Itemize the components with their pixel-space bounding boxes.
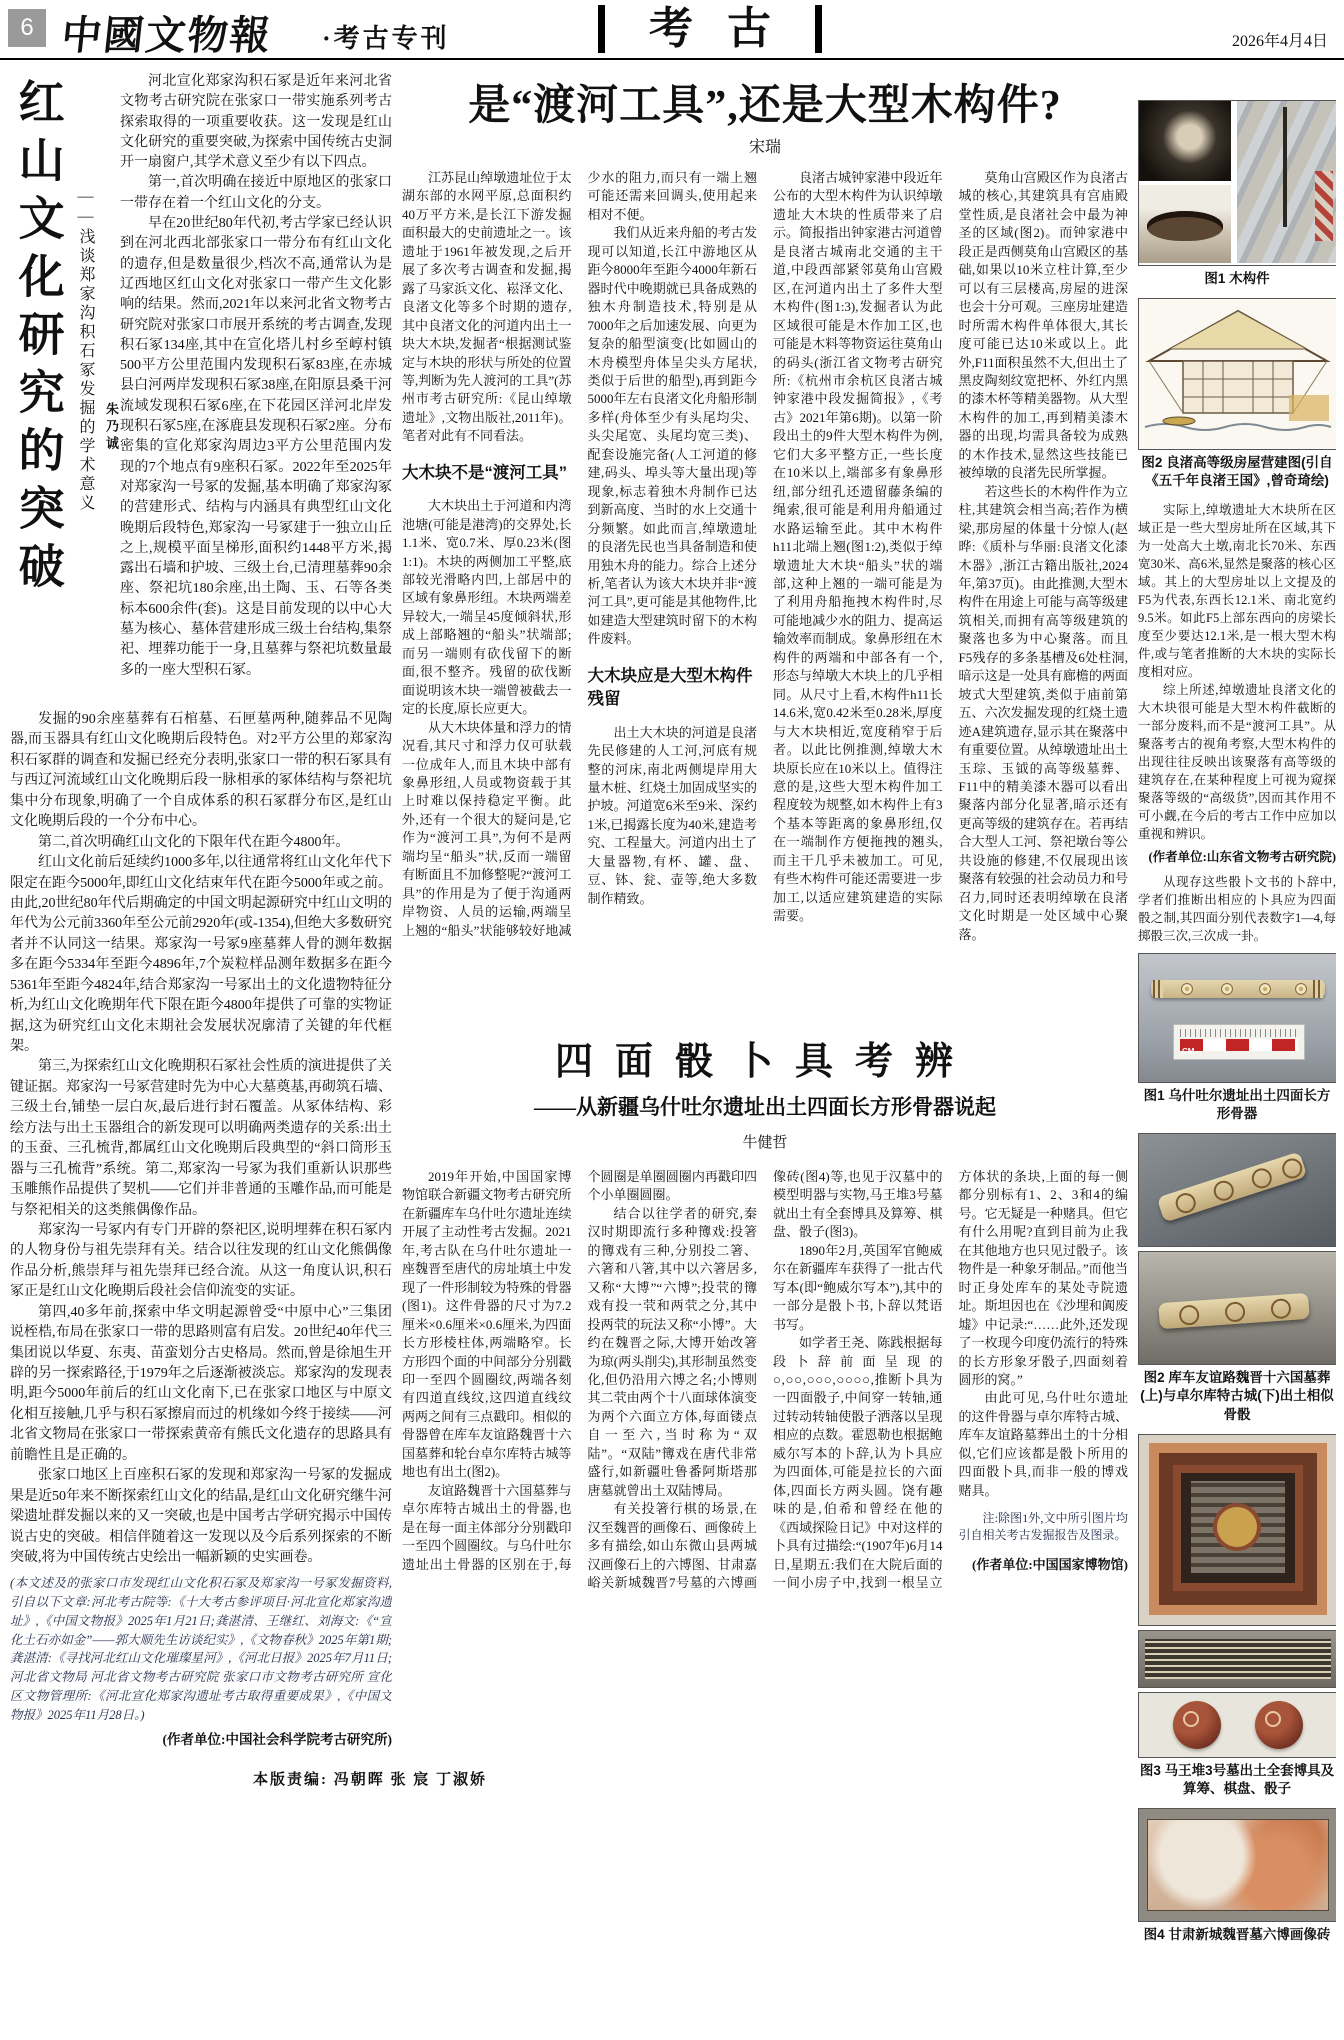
paragraph: 结合以往学者的研究,秦汉时期即流行多种簙戏:投箸的簙戏有三种,分别投二箸、六箸和八箸,其中以六箸居多,又称“大博”“六博”;投茕的簙戏有投一茕和两茕之分,其中投两茕的玩法又称“小博”。大约在魏晋之际,大博开始改箸为琼(两头削尖),其形制虽然变化,但仍沿用六博之名;小博则其二茕由两个十八面球体演变为两个六面立方体,每面镂点自一至六,当时称为“双陆”。“双陆”簙戏在唐代非常盛行,如新疆吐鲁番阿斯塔那唐墓就曾出土双陆博局。 bbox=[587, 1205, 757, 1498]
article-mukuai-author: 宋瑞 bbox=[748, 139, 781, 156]
bone-rod bbox=[1158, 1293, 1309, 1329]
issue-date: 2026年4月4日 bbox=[1231, 33, 1328, 50]
paragraph: 郑家沟一号冢内有专门开辟的祭祀区,说明埋葬在积石冢内的人物身份与祖先崇拜有关。结合以往发现的红山文化熊偶像作品分析,熊崇拜与祖先崇拜已经合流。从这一角度认识,积石冢正是红山文化晚期后段社会信仰流变的实证。 bbox=[10, 1222, 392, 1300]
trench-photo bbox=[1237, 101, 1336, 263]
article-hongshan-source-note: (本文述及的张家口市发现红山文化积石冢及郑家沟一号冢发掘资料,引自以下文章:河北考古院等:《十大考古参评项目·河北宣化郑家沟遗址》,《中国文物报》2025年1月21日;龚湛清、王继红、刘海文:《“宣化土石亦如金”——郭大顺先生访谈纪实》,《文物春秋》2025年第1期;龚湛清:《寻找河北红山文化璀璨星河》,《河北日报》2025年7月11日;河北省文物局 河北省文物考古研究院 张家口市文物考古研究所 宣化区文物管理所:《河北宣化郑家沟遗址考古取得重要成果》,《中国文物报》2025年11月28日。) bbox=[10, 1576, 392, 1722]
section-title-wrap bbox=[598, 2, 822, 56]
circle-motif bbox=[1173, 1191, 1198, 1216]
mukuai-fig1-caption: 图1 木构件 bbox=[1204, 271, 1270, 286]
round-dice-photo bbox=[1138, 1692, 1336, 1758]
paragraph: 红山文化前后延续约1000多年,以往通常将红山文化年代下限定在距今5000年,即红山文化结束年代在距今5000年或之前。由此,20世纪80年代后期确定的中国文明起源研究中红山文明的年代为公元前3360年至公元前2920年(或-1354),但绝大多数研究者并不认同这一结果。郑家沟一号冢9座墓葬人骨的测年数据多在距今5334年至距今4896年,7个炭粒样品测年数据多在距今5361年至距今4824年,结合郑家沟一号冢出土的文化遗物特征分析,为红山文化晚期年代下限在距今4800年提供了可靠的实物证据,这为研究红山文化末期社会发展状况廓清了关键的年代框架。 bbox=[10, 855, 392, 1054]
article-hongshan-body bbox=[10, 710, 392, 1568]
paragraph: 友谊路魏晋十六国墓葬与卓尔库特古城出土的骨器,也是在每一面主体部分分别戳印一至四个圆圈纹。与乌什吐尔遗址出土骨器的区别在于,每个圆圈是单圈圆圈内再戳印四个小单圈圆圈。 bbox=[402, 1169, 757, 1572]
dice-fig4-caption: 图4 甘肃新城魏晋墓六博画像砖 bbox=[1143, 1927, 1331, 1943]
editors-names: 冯朝晖 张 宸 丁淑娇 bbox=[333, 1772, 487, 1788]
article-mukuai-lead: 江苏昆山绰墩遗址位于太湖东部的水网平原,总面积约40万平方米,是长江下游发掘面积最大的史前遗址之一。该遗址于1961年被发现,之后开展了多次考古调查和发掘,揭露了马家浜文化、崧泽文化、良渚文化等多个时期的遗存,其中良渚文化的河道内出土一块大木块,发掘者“根据测试鉴定与木块的形状与所处的位置等,判断为先人渡河的工具”(苏州市考古研究所:《昆山绰墩遗址》,文物出版社,2011年)。笔者对此有不同看法。 bbox=[402, 170, 572, 444]
ball-die bbox=[1173, 1701, 1221, 1749]
end-hatching bbox=[1313, 980, 1323, 998]
article-dice-title: 四面骰卜具考辨 bbox=[554, 1041, 975, 1083]
wood-boat-shape bbox=[1147, 211, 1223, 241]
page-header bbox=[0, 0, 1344, 60]
end-hatching bbox=[1153, 980, 1163, 998]
paragraph: 由此可见,乌什吐尔遗址的这件骨器与卓尔库特古城、库车友谊路墓葬出土的十分相似,它们应该都是骰卜所用的四面骰卜具,而非一般的博戏赌具。 bbox=[958, 1390, 1128, 1498]
article-mukuai-byline: (作者单位:山东省文物考古研究院) bbox=[1148, 849, 1336, 864]
paragraph: 如学者王尧、陈践根据每段卜辞前面呈现的○,○○,○○○,○○○○,推断卜具为一四面骰子,中间穿一转轴,通过转动转轴使骰子洒落以呈现相应的点数。霍恩勒也根据鲍威尔写本的卜辞,认为卜具应为四面体,可能是拉长的六面体,四面长方两头圆。饶有趣味的是,伯希和曾经在他的《西域探险日记》中对这样的卜具有过描绘:“(1907年)6月14日,星期五:我们在大院后面的一间小房子中,找到一根呈立方体状的条块,上面的每一侧都分别标有1、2、3和4的编号。它无疑是一种赌具。但它有什么用呢?直到目前为止我在其他地方也只见过骰子。该物件是一种象牙制品。”而他当时正身处库车的某处寺院遗址。斯坦因也在《沙埋和阗废墟》中记录:“……此外,还发现了一枚现今印度仍流行的特殊的长方形象牙骰子,四面刻着圆形的窝。” bbox=[773, 1169, 1128, 1590]
dice-fig3-caption: 图3 马王堆3号墓出土全套博具及算筹、棋盘、骰子 bbox=[1139, 1762, 1335, 1796]
wood-block-photo bbox=[1139, 101, 1231, 181]
paragraph: 2019年开始,中国国家博物馆联合新疆文物考古研究所在新疆库车乌什吐尔遗址连续开展了主动性考古发掘。2021年,考古队在乌什吐尔遗址一座魏晋至唐代的房址填土中发现了一件形制较为特殊的骨器(图1)。这件骨器的尺寸为7.2厘米×0.6厘米×0.6厘米,为四面长方形棱柱体,两端略窄。长方形四个面的中间部分分别戳印一至四个圆圈纹,两端各刻有四道直线纹,这四道直线纹两两之间有三点戳印。相似的骨器曾在库车友谊路魏晋十六国墓葬和轮台卓尔库特古城等地也有出土(图2)。 bbox=[402, 1169, 572, 1480]
article-hongshan bbox=[10, 72, 392, 1772]
scale-cm-label: CM bbox=[1182, 1046, 1195, 1056]
circle-motif bbox=[1211, 1178, 1236, 1203]
paragraph: 出土大木块的河道是良渚先民修建的人工河,河底有规整的河床,南北两侧堤岸用大量木桩、红烧土加固成坚实的护坡。河道宽6米至9米、深约1米,已揭露长度为40米,建造考究、工程量大。河道内出土了大量器物,有杯、罐、盘、豆、钵、瓮、壶等,绝大多数制作精致。 bbox=[587, 724, 757, 906]
circle-motif bbox=[1181, 983, 1193, 995]
counting-rods bbox=[1145, 1639, 1331, 1679]
striped-marker bbox=[1315, 171, 1333, 241]
article-dice-subtitle: ——从新疆乌什吐尔遗址出土四面长方形骨器说起 bbox=[534, 1095, 996, 1119]
vertical-title-block bbox=[10, 72, 120, 700]
article-dice-byline: (作者单位:中国国家博物馆) bbox=[972, 1557, 1128, 1573]
wood-pole bbox=[1283, 107, 1287, 227]
dice-fig1-photo bbox=[1138, 953, 1336, 1083]
circle-motif bbox=[1295, 983, 1307, 995]
mukuai-fig2-caption: 图2 良渚高等级房屋营建图(引自《五千年良渚王国》,曾奇琦绘) bbox=[1141, 455, 1333, 489]
paragraph: 第一,首次明确在接近中原地区的张家口一带存在着一个红山文化的分支。 bbox=[120, 175, 392, 211]
bone-rod bbox=[1157, 1152, 1308, 1223]
circle-motif bbox=[1221, 983, 1233, 995]
dice-fig4-photo bbox=[1138, 1808, 1336, 1922]
paragraph: 大木块出土于河道和内湾池塘(可能是港湾)的交界处,长1.1米、宽0.7米、厚0.23米(图1:1)。木块的两侧加工平整,底部较光滑略内凹,上部居中的区域有象鼻形纽。木块两端差异较大,一端呈45度倾斜状,形成上部略翘的“船头”状端部;而另一端则有砍伐留下的断面,很不整齐。残留的砍伐断面说明该木块一端曾被截去一定的长度,原长应更大。 bbox=[402, 498, 572, 717]
article-hongshan-title: 红山文化研究的突破 bbox=[12, 78, 64, 600]
bone-rod bbox=[1151, 980, 1325, 998]
mukuai-fig1-photo bbox=[1138, 100, 1336, 266]
dice-fig1-caption: 图1 乌什吐尔遗址出土四面长方形骨器 bbox=[1143, 1087, 1331, 1121]
scale-ticks bbox=[1180, 1029, 1298, 1037]
paragraph: 1890年2月,英国军官鲍威尔在新疆库车获得了一批古代写本(即“鲍威尔写本”),其中的一部分是骰卜书,卜辞以梵语书写。 bbox=[773, 1242, 943, 1332]
paragraph: 第三,为探索红山文化晚期积石冢社会性质的演进提供了关键证据。郑家沟一号冢营建时先为中心大墓奠基,再砌筑石墙、三级土台,铺垫一层白灰,最后进行封石覆盖。从冢体结构、彩绘方法与出土玉器组合的新发现可以明确两类遗存的关系:出土的玉蚕、三孔梳背,都属红山文化晚期后段典型的“斜口筒形玉器与三孔梳背”系统。第二,郑家沟一号冢为我们重新认识那些玉雕熊作品提供了契机——它们并非普通的玉雕作品,而可能是与祭祀相关的这类熊偶像作品。 bbox=[10, 1059, 392, 1218]
paragraph: 若这些长的木构件作为立柱,其建筑会相当高;若作为横梁,那房屋的体量十分惊人(赵晔:《质朴与华丽:良渚文化漆木器》,浙江古籍出版社,2024年,第37页)。由此推测,大型木构件在用途上可能与高等级建筑相关,而拥有高等级建筑的聚落也多为中心聚落。而且F5残存的多条基槽及6处柱洞,暗示这是一处具有廊檐的两面坡式大型建筑,类似于庙前第五、六次发掘发现的红烧土遗迹A建筑遗存,显示其在聚落中有重要位置。从绰墩遗址出土玉琮、玉钺的高等级墓葬、F11中的精美漆木器可以看出聚落内部分化显著,暗示还有更高等级的建筑存在。若再结合大型人工河、祭祀墩台等公共设施的修建,不仅展现出该聚落有较强的社会动员力和号召力,同时还表明绰墩在良渚文化时期是一处区域中心聚落。 bbox=[958, 483, 1128, 942]
article-hongshan-lead-column bbox=[120, 72, 392, 700]
dice-fig3-photos bbox=[1138, 1434, 1336, 1758]
editors-label: 本版责编: bbox=[252, 1772, 328, 1788]
article-mukuai-body bbox=[402, 169, 1128, 957]
paragraph: 从大木块体量和浮力的情况看,其尺寸和浮力仅可驮载一位成年人,而且木块中部有象鼻形纽,人员或物资载于其上时难以保持稳定平衡。此外,还有一个很大的疑问是,它作为“渡河工具”,为何不是两端均呈“船头”状,反而一端留有断面且不加修整呢?“渡河工具”的作用是为了便于沟通两岸物资、人员的运输,两端呈上翘的“船头”状能够较好地减少水的阻力,而只有一端上翘可能还需来回调头,使用起来相对不便。 bbox=[402, 170, 757, 938]
right-rail bbox=[1138, 72, 1336, 2032]
paragraph: 第二,首次明确红山文化的下限年代在距今4800年。 bbox=[38, 834, 350, 850]
page-number: 6 bbox=[8, 9, 46, 47]
article-hongshan-top bbox=[10, 72, 392, 700]
paragraph: 实际上,绰墩遗址大木块所在区域正是一些大型房址所在区域,其下为一处高大土墩,南北长70米、东西宽30米、高6米,显然是聚落的核心区域。其上的大型房址以上文提及的F5为代表,东西长12.1米、南北宽约9.5米。如此F5上部东西向的房梁长度至少要达12.1米,是一根大型木构件,或与笔者推断的大木块的实际长度相对应。 bbox=[1138, 502, 1336, 679]
article-mukuai-subhead-2: 大木块应是大型木构件残留 bbox=[587, 666, 753, 709]
article-dice-body bbox=[402, 1168, 1128, 1980]
paragraph: 我们从近来舟船的考古发现可以知道,长江中游地区从距今8000年至距今4000年新石器时代中晚期就已具备成熟的独木舟制造技术,特别是从7000年之后加速发展、向更为复杂的船型演变(比如圆山的木舟模型舟体呈尖头方尾状,类似于后世的船型),再到距今5000年左右良渚文化舟船形制多样(舟体至少有头尾均尖、头尖尾宽、头尾均宽三类)、配套设施完备(人工河道的修建,码头、埠头等大量出现)等现象,标志着独木舟制作已达到新高度、当时的水上交通十分频繁。如此而言,绰墩遗址的良渚先民也当具备制造和使用独木舟的能力。综合上述分析,笔者认为该大木块并非“渡河工具”,更可能是其他物件,比如建造大型建筑时留下的木构件废料。 bbox=[587, 225, 757, 647]
mukuai-right-text bbox=[1138, 501, 1336, 843]
paragraph: 综上所述,绰墩遗址良渚文化的大木块很可能是大型木构件截断的一部分废料,而不是“渡河工具”。从聚落考古的视角考察,大型木构件的出现往往反映出该聚落有高等级的建筑存在,在某种程度上可视为窥探聚落等级的“高级货”,因而其作用不可小觑,在今后的考古工作中应加以重视和辨识。 bbox=[1138, 682, 1336, 841]
dice-fig2-caption: 图2 库车友谊路魏晋十六国墓葬(上)与卓尔库特古城(下)出土相似骨骰 bbox=[1140, 1370, 1334, 1422]
house-construction-sketch bbox=[1139, 299, 1336, 449]
article-dice bbox=[402, 984, 1128, 2030]
section-bar-right bbox=[815, 5, 822, 53]
dice-fig2-photos bbox=[1138, 1133, 1336, 1365]
article-hongshan-author: 朱乃诚 bbox=[104, 402, 119, 453]
circle-motif bbox=[1249, 1166, 1274, 1191]
edition-label: ·考古专刊 bbox=[322, 24, 450, 53]
article-mukuai bbox=[402, 66, 1128, 984]
mukuai-fig2-drawing bbox=[1138, 298, 1336, 450]
dice-fig2-top-photo bbox=[1138, 1133, 1336, 1247]
section-title: 考古 bbox=[649, 4, 805, 53]
circle-motif bbox=[1259, 983, 1271, 995]
painted-brick bbox=[1147, 1819, 1329, 1911]
circle-motif bbox=[1224, 1301, 1245, 1322]
article-dice-note: 注:除图1外,文中所引图片均引自相关考古发掘报告及图录。 bbox=[958, 1511, 1128, 1543]
dice-right-intro: 从现存这些骰卜文书的卜辞中,学者们推断出相应的卜具应为四面骰之制,其四面分别代表数字1—4,每掷骰三次,三次成一卦。 bbox=[1138, 874, 1336, 943]
paragraph: 河北宣化郑家沟积石冢是近年来河北省文物考古研究院在张家口一带实施系列考古探索取得的一项重要收获。这一发现是红山文化研究的重要突破,为探索中国传统古史洞开一扇窗户,其学术意义至少有以下四点。 bbox=[120, 74, 392, 171]
article-mukuai-title: 是“渡河工具”,还是大型木构件? bbox=[468, 83, 1062, 129]
paragraph: 良渚古城钟家港中段近年公布的大型木构件为认识绰墩遗址大木块的性质带来了启示。简报指出钟家港古河道曾是良渚古城南北交通的主干道,中段西部紧邻莫角山宫殿区,在河道内出土了多件大型木构件(图1:3),发掘者认为此区域很可能是木作加工区,也可能是木料等物资运往莫角山的码头(浙江省文物考古研究所:《杭州市余杭区良渚古城钟家港中段发掘简报》,《考古》2021年第6期)。以第一阶段出土的9件大型木构件为例,它们大多平整方正,一些长度在10米以上,端部多有象鼻形纽,部分纽孔还遗留藤条编的绳索,很可能是利用舟船通过水路运输至此。其中木构件h11北端上翘(图1:2),类似于绰墩遗址大木块“船头”状的端部,这种上翘的一端可能是为了利用舟船拖拽木构件时,尽可能地减少水的阻力、提高运输效率而制成。象鼻形纽在木构件的两端和中部各有一个,形态与绰墩大木块上的几乎相同。从尺寸上看,木构件h11长14.6米,宽0.42米至0.28米,厚度与大木块相近,宽度稍窄于后者。以此比例推测,绰墩大木块原长应在10米以上。值得注意的是,这些大型木构件加工程度较为规整,如木构件上有3个基本等距离的象鼻形纽,仅在一端制作方便拖拽的翘头,而主干几乎未被加工。可见,有些木构件可能还需要进一步加工,以适应建筑建造的实际需要。 bbox=[773, 170, 943, 924]
photo-scale-bar bbox=[1173, 1024, 1305, 1060]
dice-fig2-bottom-photo bbox=[1138, 1251, 1336, 1365]
ball-die bbox=[1255, 1701, 1303, 1749]
article-mukuai-subhead-1: 大木块不是“渡河工具” bbox=[402, 463, 567, 482]
paragraph: 张家口地区上百座积石冢的发现和郑家沟一号冢的发掘成果是近50年来不断探索红山文化的结晶,是红山文化研究继牛河梁遗址群发掘以来的又一突破,也是中国考古学研究揭示中国传说古史的突破。相信伴随着这一发现以及今后系列探索的不断突破,将为中国传统古史绘出一幅新颖的史实画卷。 bbox=[10, 1468, 392, 1565]
article-hongshan-byline: (作者单位:中国社会科学院考古研究所) bbox=[162, 1732, 392, 1748]
article-dice-author: 牛健哲 bbox=[742, 1135, 788, 1151]
circle-motif bbox=[1270, 1298, 1291, 1319]
circle-motif bbox=[1179, 1305, 1200, 1326]
board-center-disc bbox=[1217, 1507, 1257, 1547]
paragraph: 第四,40多年前,探索中华文明起源曾受“中原中心”三集团说桎梏,布局在张家口一带的思路则富有启发。20世纪40年代三集团说以华夏、东夷、苗蛮划分古史格局。然而,曾是徐旭生开辟的另一探索路径,于1979年之后逐渐被淡忘。郑家沟的发现表明,距今5000年前后的红山文化南下,已在张家口地区与中原文化相互接触,几乎与积石冢擦肩而过的机缘如今终于接续——河北省文物局在张家口一带探索黄帝有熊氏文化遗存的思路具有前瞻性且是正确的。 bbox=[10, 1304, 392, 1463]
paragraph: 莫角山宫殿区作为良渚古城的核心,其建筑具有宫庙殿堂性质,是良渚社会中最为神圣的区域(图2)。而钟家港中段正是西侧莫角山宫殿区的基础,如果以10米立柱计算,至少可以有三层楼高,房屋的进深也会十分可观。三座房址建造时所需木构件单体很大,其长度可能已达10米或以上。此外,F11面积虽然不大,但出土了黑皮陶刻纹宽把杯、外红内黑的漆木杯等精美器物。从大型木构件的加工,再到精美漆木器的出现,均需具备较为成熟的木作技术,显然这些技能已被绰墩的良渚先民所掌握。 bbox=[958, 170, 1128, 481]
counting-rods-photo bbox=[1138, 1630, 1336, 1688]
boat-shaped-wood-photo bbox=[1139, 185, 1231, 263]
circle-motif bbox=[1280, 1156, 1305, 1181]
liubo-board-photo bbox=[1138, 1434, 1336, 1626]
paragraph: 有关投箸行棋的场景,在汉至魏晋的画像石、画像砖上多有描绘,如山东微山县两城汉画像石上的六博图、甘肃嘉峪关新城魏晋7号墓的六博画像砖(图4)等,也见于汉墓中的模型明器与实物,马王堆3号墓就出土有全套博具及算筹、棋盘、骰子(图3)。 bbox=[587, 1169, 943, 1590]
section-bar-left bbox=[598, 5, 605, 53]
scale-checker bbox=[1180, 1039, 1298, 1051]
masthead-title: 中國文物報 bbox=[59, 13, 275, 58]
article-hongshan-subtitle: ——浅谈郑家沟积石冢发掘的学术意义 bbox=[77, 188, 94, 513]
paragraph: 早在20世纪80年代初,考古学家已经认识到在河北西北部张家口一带分布有红山文化的遗存,但是数量很少,档次不高,通常认为是辽西地区红山文化对张家口一带产生文化影响的结果。然而,2021年以来河北省文物考古研究院对张家口市展开系统的考古调查,发现积石冢134座,其中在宣化塔儿村乡至崞村镇500平方公里范围内发现积石冢83座,在赤城县白河两岸发现积石冢38座,在阳原县桑干河流域发现积石冢6座,在下花园区洋河北岸发现积石冢5座,在涿鹿县发现积石冢2座。分布密集的宣化郑家沟周边3平方公里范围内发现的7个地点有9座积石冢。2022年至2025年对郑家沟一号冢的发掘,基本明确了郑家沟冢的营建形式、结构与内涵具有典型红山文化晚期后段特色,郑家沟一号冢建于一独立山丘之上,规模平面呈梯形,面积约1448平方米,揭露出石墙和护坡、三级土台,已清理墓葬90余座、祭祀坑180余座,出土陶、玉、石等各类标本600余件(套)。这是目前发现的以中心大墓为核心、墓体营建形成三级土台结构,集祭祀、埋葬功能于一身,且墓葬与祭祀坑数量最多的一座大型积石冢。 bbox=[120, 216, 392, 678]
paragraph: 发掘的90余座墓葬有石棺墓、石匣墓两种,随葬品不见陶器,而玉器具有红山文化晚期后段特色。对2平方公里的郑家沟积石冢群的调查和发掘已经充分表明,张家口一带的积石冢具有与西辽河流域红山文化晚期后段一脉相承的冢体结构与祭祀坑集中分布现象,明确了一个自成体系的积石冢群分布区,是红山文化晚期后段的一个分布中心。 bbox=[10, 712, 392, 830]
